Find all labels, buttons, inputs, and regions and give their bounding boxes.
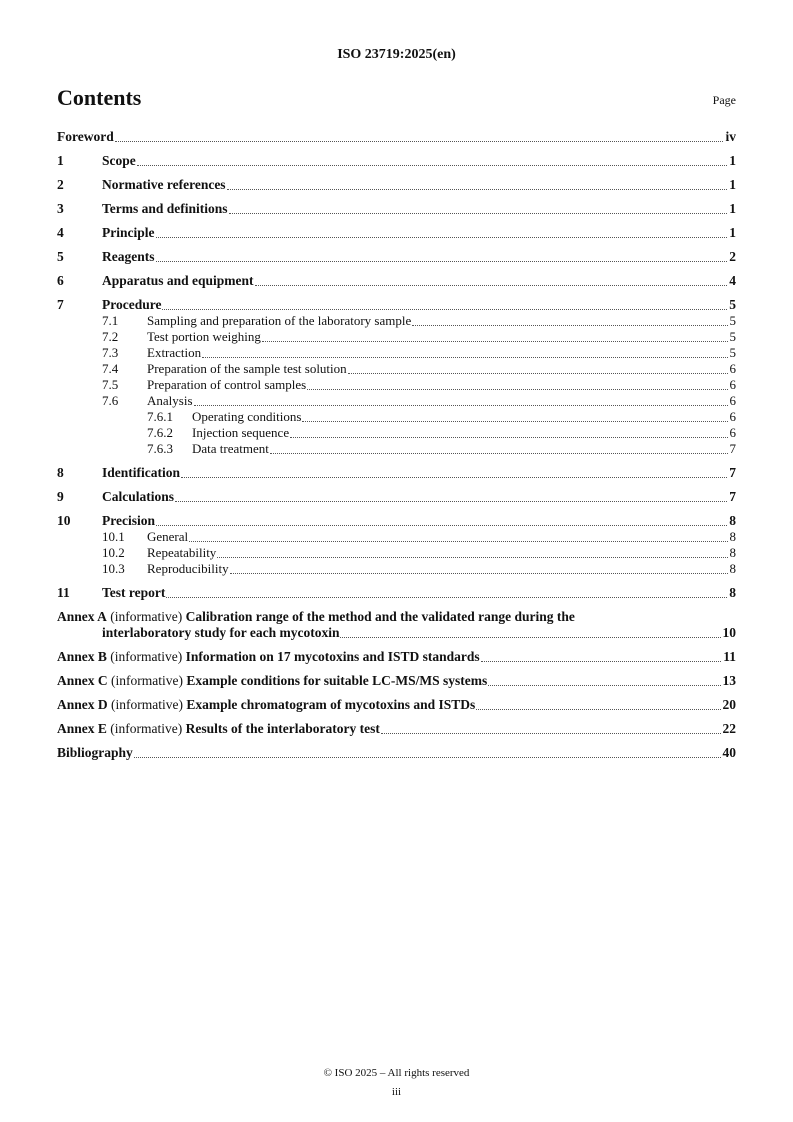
dot-leader: [481, 661, 722, 662]
dot-leader: [156, 261, 728, 262]
toc-entry-number: 3: [57, 201, 64, 216]
dot-leader: [412, 325, 727, 326]
toc-entry[interactable]: [57, 345, 736, 361]
annex-heading: [57, 649, 480, 665]
toc-entry-number: 10: [57, 513, 71, 528]
dot-leader: [488, 685, 720, 686]
toc-entry-title[interactable]: Sampling and preparation of the laboratory sample: [147, 313, 412, 328]
toc-entry-page: 8: [729, 529, 736, 544]
toc-entry-number: 6: [57, 273, 64, 288]
toc-entry-title[interactable]: Principle: [102, 225, 155, 240]
toc-entry[interactable]: [57, 201, 736, 217]
annex-page: 22: [722, 721, 736, 736]
toc-entry-number: 7.6.2: [147, 425, 173, 440]
toc-entry-title[interactable]: Reagents: [102, 249, 155, 264]
toc-entry[interactable]: [57, 177, 736, 193]
dot-leader: [162, 309, 727, 310]
dot-leader: [137, 165, 728, 166]
toc-entry-number: 7.5: [102, 377, 119, 392]
toc-entry[interactable]: [57, 529, 736, 545]
dot-leader: [115, 141, 724, 142]
toc-entry-page: 8: [729, 513, 736, 528]
annex-title-continued[interactable]: interlaboratory study for each mycotoxin: [102, 625, 340, 640]
toc-entry-page: 7: [729, 465, 736, 480]
toc-entry-title[interactable]: Calculations: [102, 489, 175, 504]
toc-annex-entry[interactable]: [57, 649, 736, 665]
toc-entry-title[interactable]: Apparatus and equipment: [102, 273, 254, 288]
annex-page: 10: [722, 625, 736, 640]
toc-entry-page: 6: [729, 377, 736, 392]
toc-entry[interactable]: [57, 441, 736, 457]
dot-leader: [381, 733, 721, 734]
annex-title[interactable]: Example conditions for suitable LC-MS/MS systems: [186, 673, 488, 688]
toc-entry-number: 1: [57, 153, 64, 168]
annex-type: (informative): [111, 697, 183, 712]
toc-entry-number: 10.1: [102, 529, 125, 544]
annex-title[interactable]: Calibration range of the method and the validated range during the: [185, 609, 575, 624]
annex-continuation: [57, 625, 736, 641]
toc-entry-number: 10.3: [102, 561, 125, 576]
dot-leader: [229, 213, 728, 214]
toc-entry-number: 7.6.1: [147, 409, 173, 424]
annex-heading: [57, 721, 380, 737]
toc-entry-title[interactable]: Repeatability: [147, 545, 217, 560]
toc-entry[interactable]: [57, 329, 736, 345]
toc-entry-title[interactable]: Analysis: [147, 393, 193, 408]
dot-leader: [227, 189, 728, 190]
toc-entry-title[interactable]: Preparation of the sample test solution: [147, 361, 347, 376]
annex-title[interactable]: Information on 17 mycotoxins and ISTD standards: [185, 649, 480, 664]
toc-annex-entry[interactable]: [57, 673, 736, 689]
annex-label: Annex B: [57, 649, 107, 664]
toc-entry[interactable]: [57, 249, 736, 265]
annex-label: Annex A: [57, 609, 107, 624]
annex-title[interactable]: Example chromatogram of mycotoxins and ISTDs: [186, 697, 476, 712]
toc-entry-title[interactable]: Procedure: [102, 297, 162, 312]
toc-entry[interactable]: [57, 585, 736, 601]
page-title: Contents: [57, 85, 142, 110]
dot-leader: [217, 557, 727, 558]
toc-entry-title[interactable]: Identification: [102, 465, 181, 480]
page-column-label: Page: [712, 93, 736, 107]
bibliography-title[interactable]: Bibliography: [57, 745, 133, 760]
toc-entry-title[interactable]: Precision: [102, 513, 155, 528]
toc-annex-entry[interactable]: [57, 609, 736, 641]
dot-leader: [262, 341, 728, 342]
bibliography-page: 40: [722, 745, 736, 760]
toc-annex-entry[interactable]: [57, 721, 736, 737]
toc-entry[interactable]: [57, 545, 736, 561]
toc-entry[interactable]: [57, 409, 736, 425]
toc-entry-title[interactable]: Terms and definitions: [102, 201, 228, 216]
page-number: iii: [391, 1086, 402, 1098]
toc-entry-page: 1: [729, 177, 736, 192]
dot-leader: [255, 285, 728, 286]
toc-entry-page: 5: [729, 313, 736, 328]
toc-entry[interactable]: [57, 489, 736, 505]
toc-entry-number: 8: [57, 465, 64, 480]
dot-leader: [290, 437, 727, 438]
toc-entry-page: 7: [729, 441, 736, 456]
toc-entry-title[interactable]: General: [147, 529, 189, 544]
toc-entry-page: 1: [729, 153, 736, 168]
toc-entry[interactable]: [57, 561, 736, 577]
dot-leader: [202, 357, 727, 358]
toc-entry-number: 7: [57, 297, 64, 312]
toc-entry-page: 6: [729, 425, 736, 440]
annex-page: 13: [722, 673, 736, 688]
toc-entry-number: 11: [57, 585, 70, 600]
dot-leader: [307, 389, 727, 390]
toc-entry-number: 7.3: [102, 345, 119, 360]
dot-leader: [134, 757, 721, 758]
toc-bibliography[interactable]: [57, 745, 736, 761]
toc-entry[interactable]: [57, 361, 736, 377]
toc-entry-page: 8: [729, 545, 736, 560]
toc-entry-number: 7.1: [102, 313, 119, 328]
toc-entry[interactable]: [57, 513, 736, 529]
toc-entry[interactable]: [57, 313, 736, 329]
annex-page: 20: [722, 697, 736, 712]
toc-entry-page: 8: [729, 585, 736, 600]
dot-leader: [340, 637, 720, 638]
copyright-footer: © ISO 2025 – All rights reserved: [323, 1067, 470, 1079]
toc-entry-page: 8: [729, 561, 736, 576]
toc-entry-page: 5: [729, 345, 736, 360]
dot-leader: [348, 373, 728, 374]
annex-page: 11: [723, 649, 736, 664]
toc-entry-page: 4: [729, 273, 736, 288]
toc-entry-number: 2: [57, 177, 64, 192]
toc-entry[interactable]: [57, 377, 736, 393]
toc-entry-number: 7.2: [102, 329, 119, 344]
toc-entry-title[interactable]: Normative references: [102, 177, 226, 192]
toc-entry-title[interactable]: Data treatment: [192, 441, 269, 456]
dot-leader: [181, 477, 727, 478]
toc-entry[interactable]: [57, 225, 736, 241]
toc-entry-title[interactable]: Test portion weighing: [147, 329, 261, 344]
annex-label: Annex C: [57, 673, 108, 688]
toc-entry-title[interactable]: Extraction: [147, 345, 202, 360]
toc-entry-title[interactable]: Test report: [102, 585, 166, 600]
dot-leader: [270, 453, 728, 454]
toc-entry[interactable]: [57, 273, 736, 289]
annex-label: Annex E: [57, 721, 107, 736]
toc-entry-page: 5: [729, 297, 736, 312]
toc-entry-title[interactable]: Preparation of control samples: [147, 377, 307, 392]
toc-entry-number: 7.4: [102, 361, 119, 376]
toc-entry-page: iv: [725, 129, 736, 144]
toc-entry-number: 7.6.3: [147, 441, 173, 456]
toc-entry-title[interactable]: Operating conditions: [192, 409, 302, 424]
toc-entry[interactable]: [57, 393, 736, 409]
toc-entry-page: 6: [729, 409, 736, 424]
table-of-contents: [57, 129, 736, 761]
annex-type: (informative): [110, 649, 183, 664]
toc-entry-page: 6: [729, 361, 736, 376]
annex-label: Annex D: [57, 697, 108, 712]
toc-entry-page: 5: [729, 329, 736, 344]
annex-type: (informative): [111, 673, 183, 688]
dot-leader: [175, 501, 727, 502]
toc-entry-title[interactable]: Reproducibility: [147, 561, 229, 576]
toc-annex-entry[interactable]: [57, 697, 736, 713]
toc-entry[interactable]: [57, 129, 736, 145]
dot-leader: [156, 525, 727, 526]
toc-entry[interactable]: [57, 465, 736, 481]
toc-entry-title[interactable]: Injection sequence: [192, 425, 290, 440]
toc-entry-page: 1: [729, 201, 736, 216]
toc-entry-page: 2: [729, 249, 736, 264]
annex-heading: [57, 673, 487, 689]
dot-leader: [189, 541, 727, 542]
toc-entry[interactable]: [57, 297, 736, 313]
annex-first-line: [57, 609, 736, 625]
toc-entry-number: 10.2: [102, 545, 125, 560]
toc-entry-title[interactable]: Scope: [102, 153, 136, 168]
document-header: ISO 23719:2025(en): [337, 47, 456, 62]
dot-leader: [302, 421, 727, 422]
dot-leader: [476, 709, 720, 710]
dot-leader: [166, 597, 727, 598]
toc-entry-page: 6: [729, 393, 736, 408]
annex-title[interactable]: Results of the interlaboratory test: [185, 721, 380, 736]
toc-entry-number: 4: [57, 225, 64, 240]
toc-entry-number: 5: [57, 249, 64, 264]
toc-entry-page: 7: [729, 489, 736, 504]
annex-type: (informative): [110, 721, 183, 736]
toc-entry[interactable]: [57, 153, 736, 169]
annex-heading: [57, 697, 475, 713]
toc-entry-number: 7.6: [102, 393, 119, 408]
toc-entry-title[interactable]: Foreword: [57, 129, 114, 144]
dot-leader: [194, 405, 728, 406]
dot-leader: [230, 573, 728, 574]
annex-type: (informative): [110, 609, 183, 624]
toc-entry-number: 9: [57, 489, 64, 504]
dot-leader: [156, 237, 728, 238]
toc-entry-page: 1: [729, 225, 736, 240]
toc-entry[interactable]: [57, 425, 736, 441]
